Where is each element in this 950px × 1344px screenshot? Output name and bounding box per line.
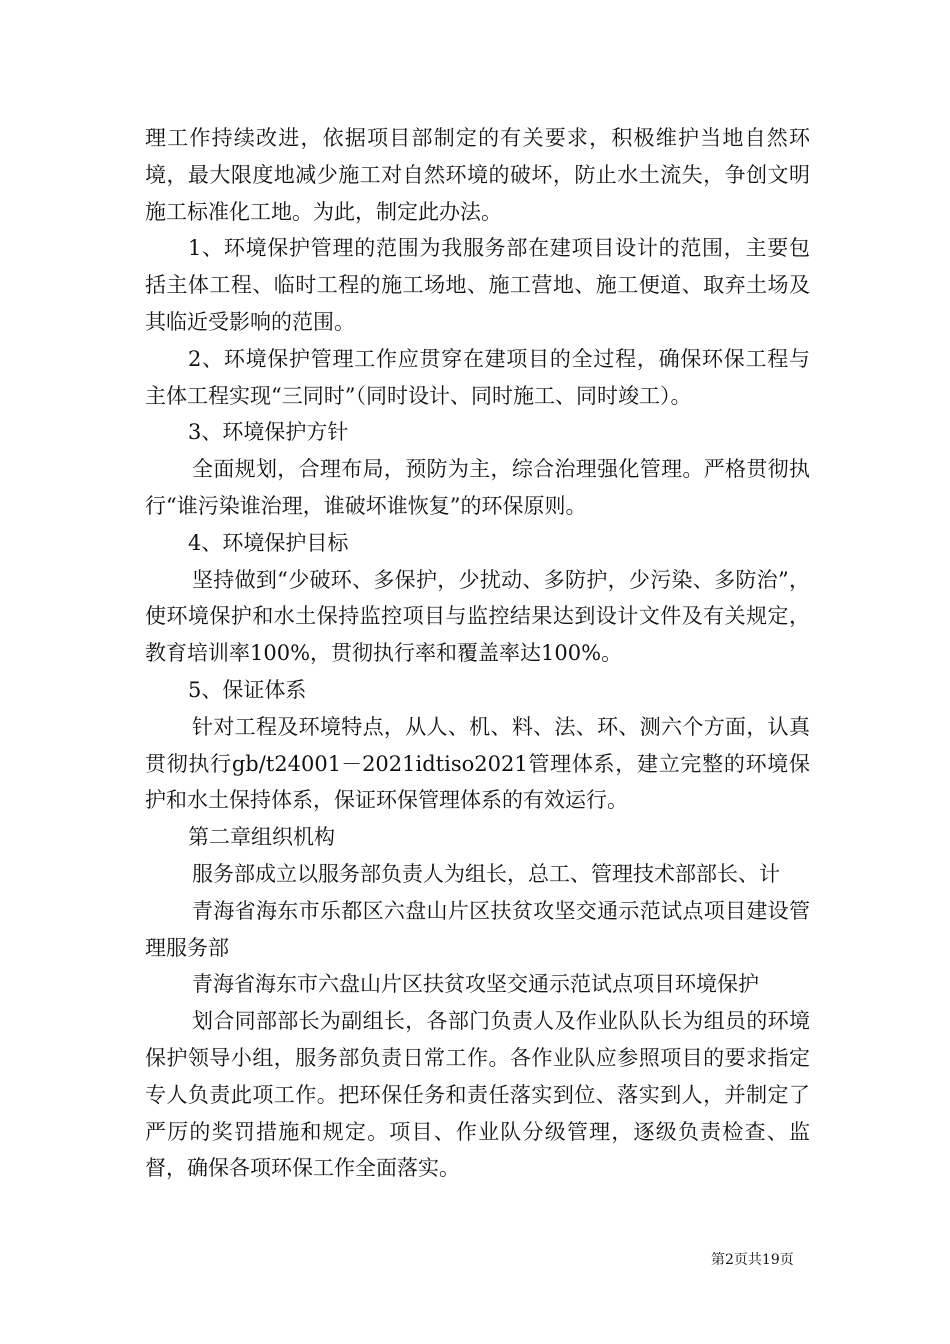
document-body [145,120,810,1187]
paragraph-project-name: 青海省海东市六盘山片区扶贫攻坚交通示范试点项目环境保护 [192,972,759,997]
paragraph-policy: 全面规划，合理布局，预防为主，综合治理强化管理。严格贯彻执行“谁污染谁治理，谁破坏谁恢复”的环保原则。 [145,457,810,518]
paragraph-scope: 1、环境保护管理的范围为我服务部在建项目设计的范围，主要包括主体工程、临时工程的施工场地、施工营地、施工便道、取弃土场及其临近受影响的范围。 [145,236,810,334]
heading-guarantee: 5、保证体系 [188,677,307,702]
heading-target: 4、环境保护目标 [188,530,349,555]
paragraph-office-name: 青海省海东市乐都区六盘山片区扶贫攻坚交通示范试点项目建设管理服务部 [145,898,810,960]
paragraph-organization: 服务部成立以服务部负责人为组长，总工、管理技术部部长、计 [192,861,780,886]
paragraph-leadership-group: 划合同部部长为副组长，各部门负责人及作业队队长为组员的环境保护领导小组，服务部负责日常工作。各作业队应参照项目的要求指定专人负责此项工作。把环保任务和责任落实到位、落实到人，并制定了严厉的奖罚措施和规定。项目、作业队分级管理，逐级负责检查、监督，确保各项环保工作全面落实。 [145,1009,810,1181]
paragraph-guarantee: 针对工程及环境特点，从人、机、料、法、环、测六个方面，认真贯彻执行gb/t24001－2021idtiso2021管理体系，建立完整的环境保护和水土保持体系，保证环保管理体系的有效运行。 [145,714,810,813]
paragraph-intro: 理工作持续改进，依据项目部制定的有关要求，积极维护当地自然环境，最大限度地减少施工对自然环境的破坏，防止水土流失，争创文明施工标准化工地。为此，制定此办法。 [145,126,810,224]
paragraph-three-simultaneous: 2、环境保护管理工作应贯穿在建项目的全过程，确保环保工程与主体工程实现“三同时”（同时设计、同时施工、同时竣工）。 [145,346,810,408]
heading-policy: 3、环境保护方针 [188,420,349,445]
page-number: 第2页共19页 [711,1252,794,1268]
heading-chapter-two: 第二章组织机构 [188,825,335,850]
paragraph-target: 坚持做到“少破环、多保护，少扰动、多防护，少污染、多防治”，使环境保护和水土保持监控项目与监控结果达到设计文件及有关规定，教育培训率100%，贯彻执行率和覆盖率达100%。 [145,567,810,666]
